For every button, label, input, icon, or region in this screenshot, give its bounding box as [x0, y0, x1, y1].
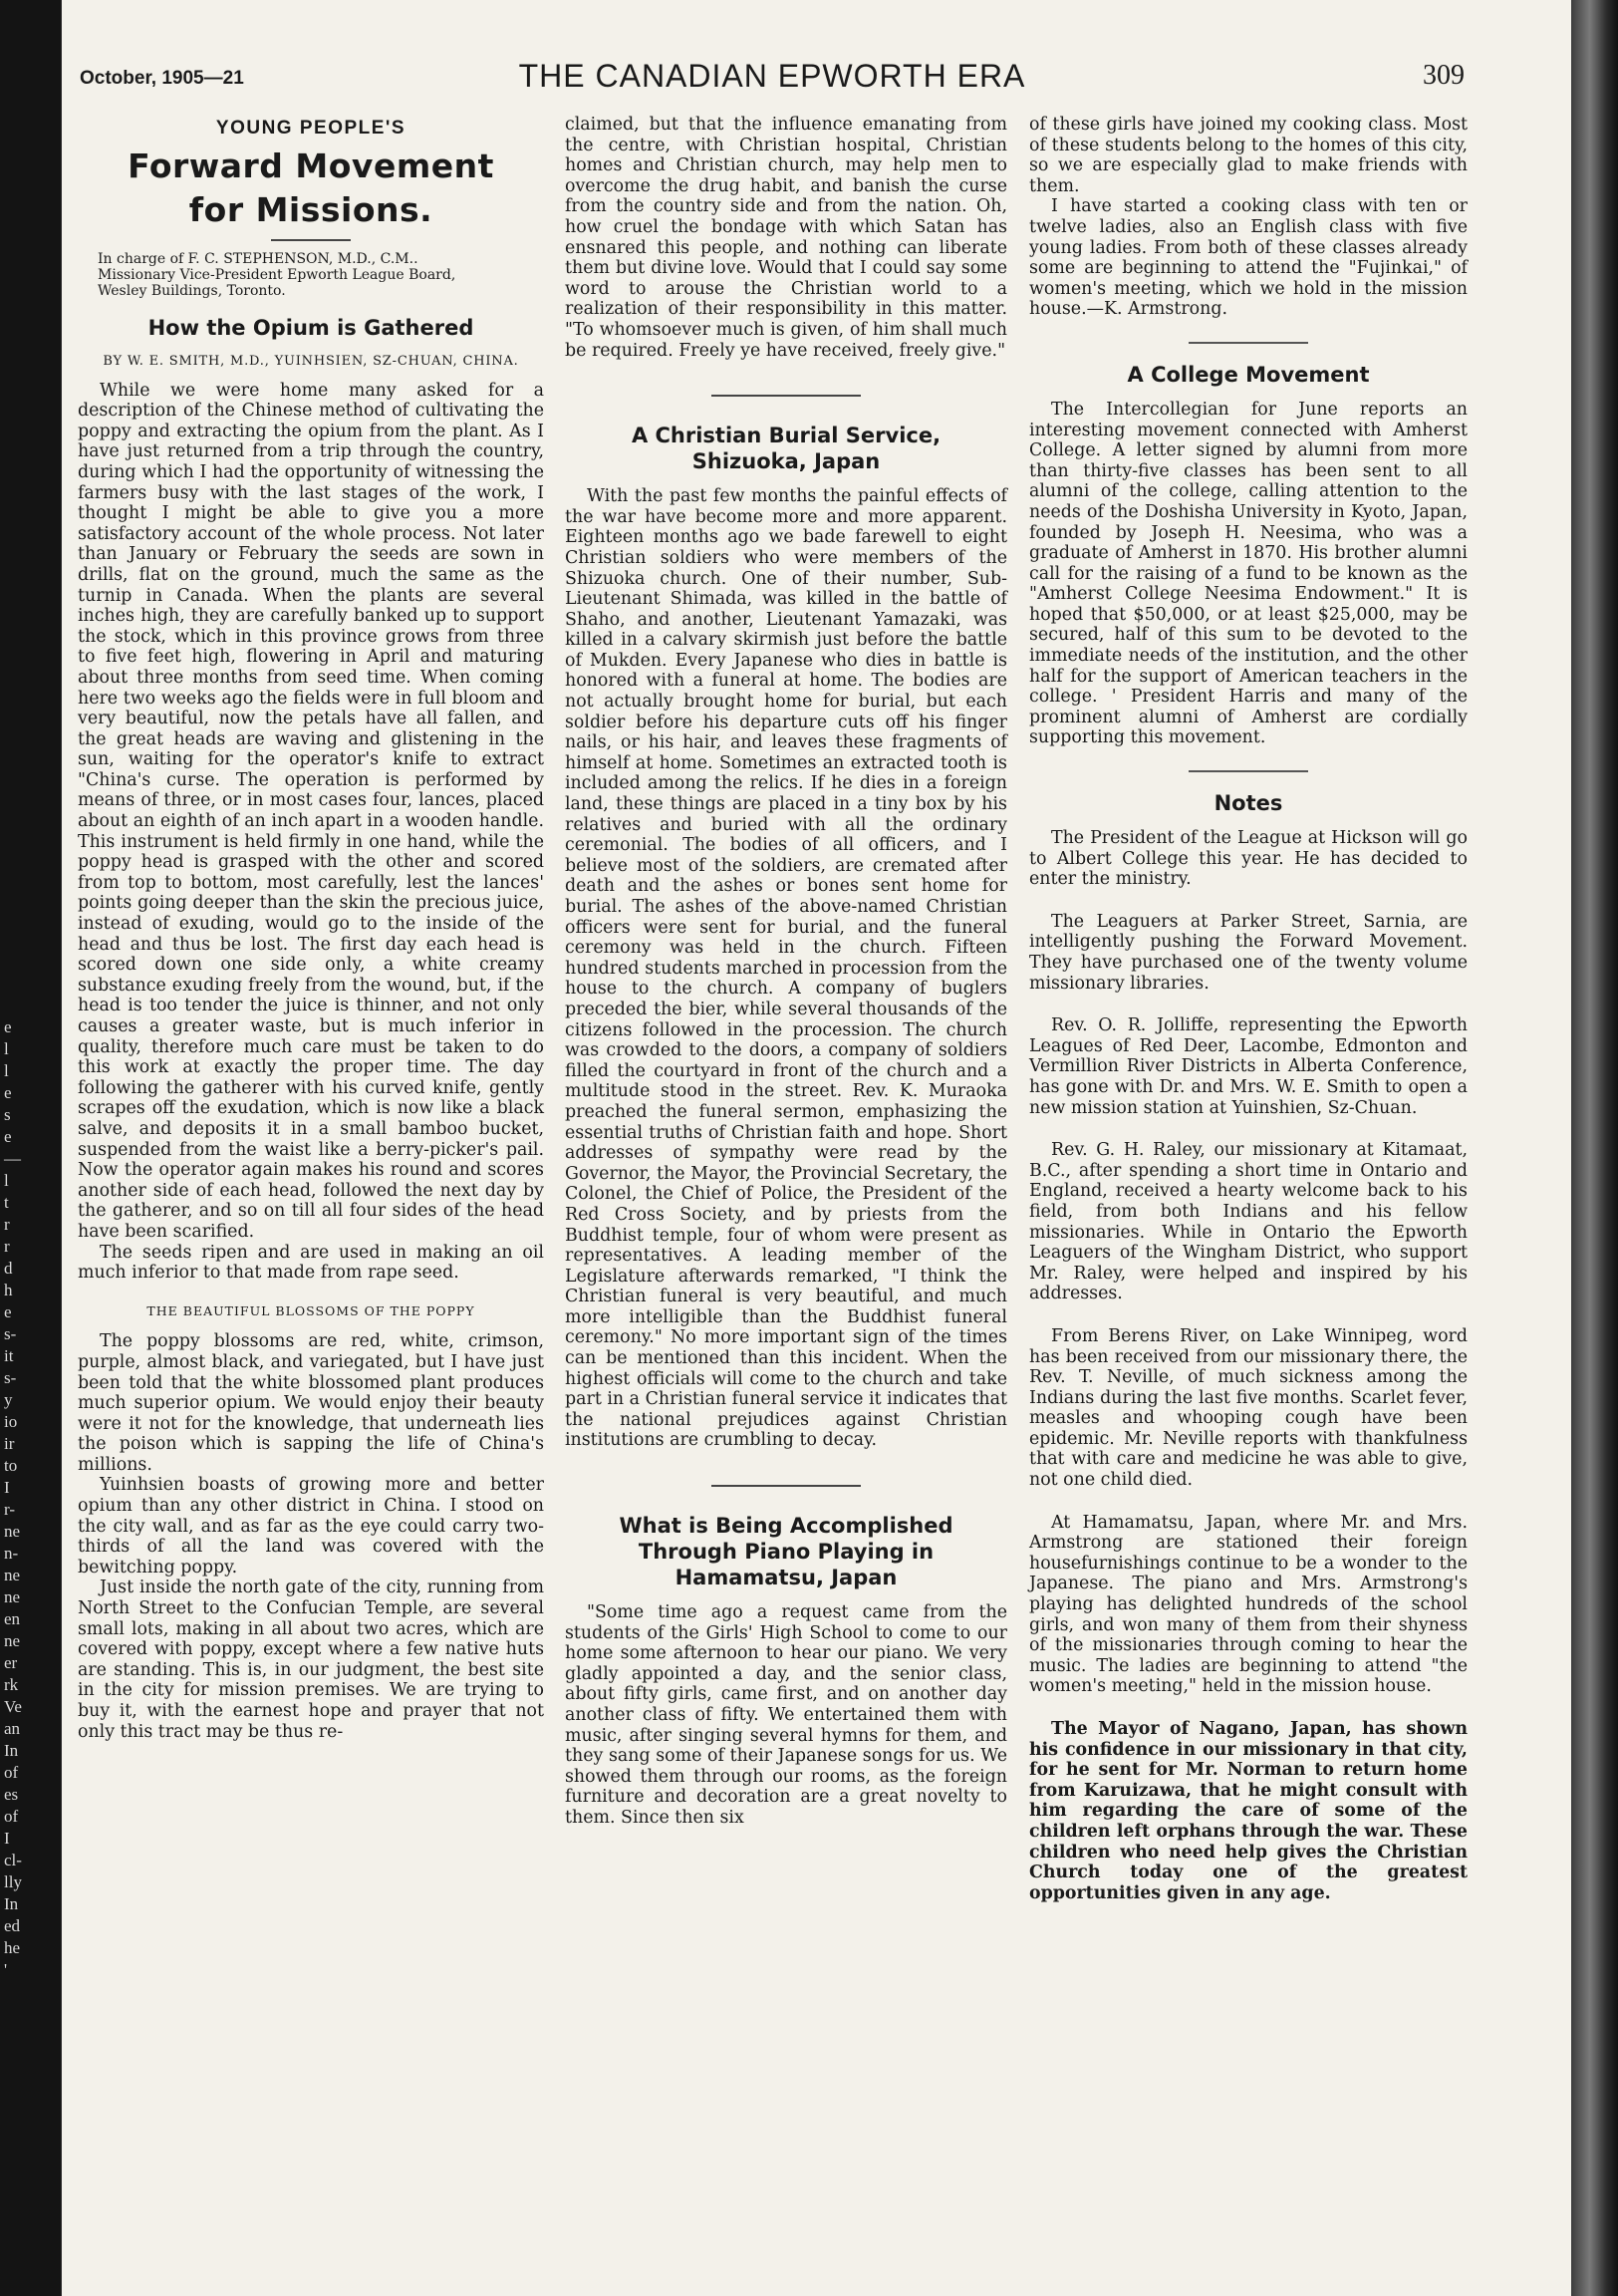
adjacent-page-fragment: l — [4, 1061, 9, 1080]
paragraph: I have started a cooking class with ten or twelve ladies, also an English class with five young ladies. From both of these classes already some are beginning to attend the "Fujinkai," of women's meeting, which we hold in the mission house.—K. Armstrong. — [1029, 196, 1468, 320]
adjacent-page-fragment: e — [4, 1083, 12, 1102]
adjacent-page-fragment: cl- — [4, 1851, 22, 1869]
page-number: 309 — [1423, 60, 1465, 91]
adjacent-page-fragment: d — [4, 1259, 13, 1278]
book-spine — [1571, 0, 1618, 2296]
adjacent-page-fragment: I — [4, 1478, 10, 1497]
title-line: Through Piano Playing in — [638, 1540, 935, 1565]
adjacent-page-fragment: r — [4, 1237, 10, 1256]
adjacent-page-fragment: I — [4, 1829, 10, 1848]
article-title-notes: Notes — [1214, 791, 1283, 816]
adjacent-page-fragment: r — [4, 1215, 10, 1234]
adjacent-page-fragments — [0, 0, 62, 2296]
adjacent-page-fragment: n- — [4, 1544, 19, 1563]
note-item-bold: The Mayor of Nagano, Japan, has shown his confidence in our missionary in that city, for he sent for Mr. Norman to return home from Karuizawa, that he might consult with him regarding the care of some of the children left orphans through the war. These children who need help gives the Christian Church today one of the greatest opportunities given in any age. — [1029, 1719, 1468, 1903]
section-charge — [98, 251, 544, 299]
paragraph: While we were home many asked for a description of the Chinese method of cultivating the poppy and extracting the opium from the plant. As I have just returned from a trip through the country, during which I had the opportunity of witnessing the farmers busy with the last stages of the work, I thought I might be able to give you a more satisfactory account of the whole process. Not later than January or February the seeds are sown in drills, flat on the ground, much the same as the turnip in Canada. When the plants are several inches high, they are carefully banked up to support the stock, which in this province grows from three to five feet high, flowering in April and maturing about three months from seed time. When coming here two weeks ago the fields were in full bloom and very beautiful, now the petals have all fallen, and the great heads are waving and glistening in the sun, waiting for the operator's knife to extract "China's curse. The operation is performed by means of three, or in most cases four, lances, placed about an eighth of an inch apart in a wooden handle. This instrument is held firmly in one hand, while the poppy head is grasped with the other and scored from top to bottom, most carefully, lest the lances' points going deeper than the skin the precious juice, instead of exuding, would go to the inside of the head and thus be lost. The first day each head is scored down one side only, a white creamy substance exuding freely from the wound, but, if the head is too tender the juice is thinner, and not only causes a greater waste, but is much inferior in quality, therefore much care must be taken to do this work at exactly the proper time. The day following the gatherer with his curved knife, gently scrapes off the exudation, which is now like a black salve, and deposits it in a small bamboo bucket, suspended from the waist like a berry-picker's pail. Now the operator again makes his round and scores another side of each head, followed the next day by the gatherer, and so on till all four sides of the head have been scarified. — [78, 380, 544, 1242]
adjacent-page-fragment: an — [4, 1719, 21, 1738]
adjacent-page-fragment: r- — [4, 1500, 15, 1519]
note-item: At Hamamatsu, Japan, where Mr. and Mrs. Armstrong are stationed their foreign housefurnishings continue to be a wonder to the Japanese. The piano and Mrs. Armstrong's playing has delighted hundreds of the school girls, and won many of them from their shyness of the missionaries through coming to hear the music. The ladies are beginning to attend "the women's meeting," held in the mission house. — [1029, 1512, 1468, 1697]
column-2 — [565, 115, 1007, 1829]
adjacent-page-fragment: ne — [4, 1587, 21, 1606]
adjacent-page-fragment: — — [4, 1149, 21, 1168]
adjacent-page-fragment: s- — [4, 1368, 17, 1387]
adjacent-page-fragment: er — [4, 1653, 18, 1672]
adjacent-page-fragment: e — [4, 1302, 12, 1321]
charge-line: Wesley Buildings, Toronto. — [98, 282, 286, 299]
adjacent-page-fragment: en — [4, 1609, 21, 1628]
divider — [1189, 342, 1308, 344]
section-title-line2: for Missions. — [188, 189, 433, 229]
issue-date: October, 1905—21 — [80, 68, 244, 89]
note-item: The President of the League at Hickson will go to Albert College this year. He has decided to enter the ministry. — [1029, 828, 1468, 890]
adjacent-page-fragment: In — [4, 1741, 19, 1760]
column-1 — [78, 115, 544, 1742]
adjacent-page-fragment: of — [4, 1807, 19, 1826]
title-line: Hamamatsu, Japan — [674, 1566, 898, 1590]
adjacent-page-fragment: ir — [4, 1434, 15, 1453]
divider — [1189, 770, 1308, 772]
column-3 — [1029, 115, 1468, 1903]
adjacent-page-fragment: ' — [4, 1960, 8, 1979]
note-item: Rev. O. R. Jolliffe, representing the Epworth Leagues of Red Deer, Lacombe, Edmonton and Vermillion River Districts in Alberta Conference, has gone with Dr. and Mrs. W. E. Smith to open a new mission station at Yuinshien, Sz-Chuan. — [1029, 1015, 1468, 1118]
adjacent-page-fragment: to — [4, 1456, 18, 1475]
note-item: Rev. G. H. Raley, our missionary at Kitamaat, B.C., after spending a short time in Ontario and England, received a hearty welcome back to his field, from both Indians and his fellow missionaries. While in Ontario the Epworth Leaguers of the Wingham District, who support Mr. Raley, were helped and inspired by his addresses. — [1029, 1140, 1468, 1304]
paragraph: "Some time ago a request came from the students of the Girls' High School to come to our home some afternoon to hear our piano. We very gladly appointed a day, and the senior class, about fifty girls, came first, and on another day another class of fifty. We entertained them with music, after singing several hymns for them, and they sang some of their Japanese songs for us. We showed them through our rooms, as the foreign furniture and decoration are a great novelty to them. Since then six — [565, 1602, 1007, 1828]
adjacent-page-fragment: s — [4, 1105, 11, 1124]
adjacent-page-fragment: of — [4, 1763, 19, 1782]
article-title-opium: How the Opium is Gathered — [147, 315, 474, 340]
paragraph: Yuinhsien boasts of growing more and better opium than any other district in China. I stood on the city wall, and as far as the eye could carry two-thirds of all the land was covered with the bewitching poppy. — [78, 1475, 544, 1578]
article-title-college: A College Movement — [1127, 362, 1370, 387]
adjacent-page-fragment: ne — [4, 1631, 21, 1650]
divider — [271, 239, 351, 241]
adjacent-page-fragment: io — [4, 1412, 18, 1431]
charge-line: Missionary Vice-President Epworth League Board, — [98, 266, 456, 283]
adjacent-page-fragment: lly — [4, 1872, 22, 1891]
adjacent-page-fragment: rk — [4, 1675, 19, 1694]
article-byline: BY W. E. SMITH, M.D., YUINHSIEN, SZ-CHUAN, CHINA. — [103, 353, 519, 369]
adjacent-page-fragment: s- — [4, 1324, 17, 1343]
paragraph: With the past few months the painful effects of the war have become more and more apparent. Eighteen months ago we bade farewell to eight Christian soldiers who were members of the Shizuoka church. One of their number, Sub-Lieutenant Shimada, was killed in the battle of Shaho, and another, Lieutenant Yamazaki, was killed in a calvary skirmish just before the battle of Mukden. Every Japanese who dies in battle is honored with a funeral at home. The bodies are not actually brought home for burial, but each soldier before his departure cuts off his finger nails, or his hair, and leaves these fragments of himself at home. Sometimes an extracted tooth is included among the relics. If he dies in a foreign land, these things are placed in a tiny box by his relatives and buried with all the ordinary ceremonial. The bodies of all officers, and I believe most of the soldiers, are cremated after death and the ashes or bones sent home for burial. The ashes of the above-named Christian officers were sent for burial, and the funeral ceremony was held in the church. Fifteen hundred students marched in procession from the house to the church. A company of buglers preceded the bier, while several thousands of the citizens followed in the procession. The church was crowded to the doors, a company of soldiers filled the courtyard in front of the church and a multitude stood in the street. Rev. K. Muraoka preached the funeral sermon, emphasizing the essential truths of Christian faith and hope. Short addresses of sympathy were read by the Governor, the Mayor, the Provincial Secretary, the Colonel, the Chief of Police, the President of the Red Cross Society, and by priests from the Buddhist temple, four of whom were present as representatives. A leading member of the Legislature afterwards remarked, "I think the Christian funeral is very beautiful, and much more intelligible than the Buddhist funeral ceremony." No more important sign of the times can be mentioned than this incident. When the highest officials will come to the church and take part in a Christian funeral service it indicates that the national prejudices against Christian institutions are crumbling to decay. — [565, 486, 1007, 1451]
divider — [711, 1485, 861, 1487]
subheading: THE BEAUTIFUL BLOSSOMS OF THE POPPY — [146, 1302, 475, 1318]
running-head — [80, 58, 1465, 98]
adjacent-page-fragment: ne — [4, 1566, 21, 1584]
adjacent-page-fragment: Ve — [4, 1697, 22, 1716]
adjacent-page-fragment: es — [4, 1785, 19, 1804]
adjacent-page-fragment: l — [4, 1039, 9, 1058]
note-item: The Leaguers at Parker Street, Sarnia, are intelligently pushing the Forward Movement. They have purchased one of the twenty volume missionary libraries. — [1029, 911, 1468, 994]
adjacent-page-fragment: l — [4, 1171, 9, 1190]
paragraph-continued: claimed, but that the influence emanating from the centre, with Christian hospital, Christian homes and Christian church, may help men to overcome the drug habit, and banish the curse from the country side and from the nation. Oh, how cruel the bondage with which Satan has ensnared this people, and nothing can liberate them but divine love. Would that I could say some word to arouse the Christian world to a realization of their responsibility in this matter. "To whomsoever much is given, of him shall much be required. Freely ye have received, freely give." — [565, 115, 1007, 361]
article-title-burial — [565, 423, 1007, 474]
paragraph: The poppy blossoms are red, white, crimson, purple, almost black, and variegated, but I have just been told that the white blossomed plant produces much superior opium. We would enjoy their beauty were it not for the knowledge, that underneath lies the poison which is sapping the life of China's millions. — [78, 1331, 544, 1475]
article-title-piano — [565, 1513, 1007, 1590]
paragraph-continued: of these girls have joined my cooking class. Most of these students belong to the homes of this city, so we are especially glad to make friends with them. — [1029, 115, 1468, 196]
adjacent-page-fragment: he — [4, 1938, 21, 1957]
title-line: Shizuoka, Japan — [691, 449, 881, 474]
adjacent-page-fragment: In — [4, 1894, 19, 1913]
note-item: From Berens River, on Lake Winnipeg, word has been received from our missionary there, the Rev. T. Neville, of much sickness among the Indians during the last five months. Scarlet fever, measles and whooping cough have been epidemic. Mr. Neville reports with thankfulness that with care and medicine he was able to give, not one child died. — [1029, 1325, 1468, 1491]
title-line: A Christian Burial Service, — [631, 424, 942, 448]
adjacent-page-fragment: t — [4, 1193, 9, 1212]
divider — [711, 395, 861, 397]
charge-line: In charge of F. C. STEPHENSON, M.D., C.M.. — [98, 250, 418, 267]
adjacent-page-fragment: h — [4, 1281, 13, 1299]
paragraph: The seeds ripen and are used in making an oil much inferior to that made from rape seed. — [78, 1242, 544, 1284]
adjacent-page-fragment: e — [4, 1127, 12, 1146]
section-kicker: YOUNG PEOPLE'S — [215, 118, 406, 139]
adjacent-page-fragment: e — [4, 1017, 12, 1036]
publication-title: THE CANADIAN EPWORTH ERA — [518, 58, 1026, 94]
adjacent-page-fragment: ne — [4, 1522, 21, 1541]
adjacent-page-fragment: y — [4, 1390, 13, 1409]
adjacent-page-fragment: it — [4, 1346, 14, 1365]
section-title-line1: Forward Movement — [128, 145, 494, 185]
title-line: What is Being Accomplished — [619, 1514, 953, 1539]
paragraph: The Intercollegian for June reports an interesting movement connected with Amherst College. A letter signed by alumni from more than thirty-five classes has been sent to all alumni of the college, calling attention to the needs of the Doshisha University in Kyoto, Japan, founded by Joseph H. Neesima, who was a graduate of Amherst in 1870. His brother alumni call for the raising of a fund to be known as the "Amherst College Neesima Endowment." It is hoped that $50,000, or at least $25,000, may be secured, half of this sum to be devoted to the immediate needs of the institution, and the other half for the support of American teachers in the college. ' President Harris and many of the prominent alumni of Amherst are cordially supporting this movement. — [1029, 399, 1468, 748]
adjacent-page-fragment: ed — [4, 1916, 21, 1935]
paragraph: Just inside the north gate of the city, running from North Street to the Confucian Temple, are several small lots, making in all about two acres, which are covered with poppy, except where a few native huts are standing. This is, in our judgment, the best site in the city for mission premises. We are trying to buy it, with the earnest hope and prayer that not only this tract may be thus re- — [78, 1578, 544, 1742]
